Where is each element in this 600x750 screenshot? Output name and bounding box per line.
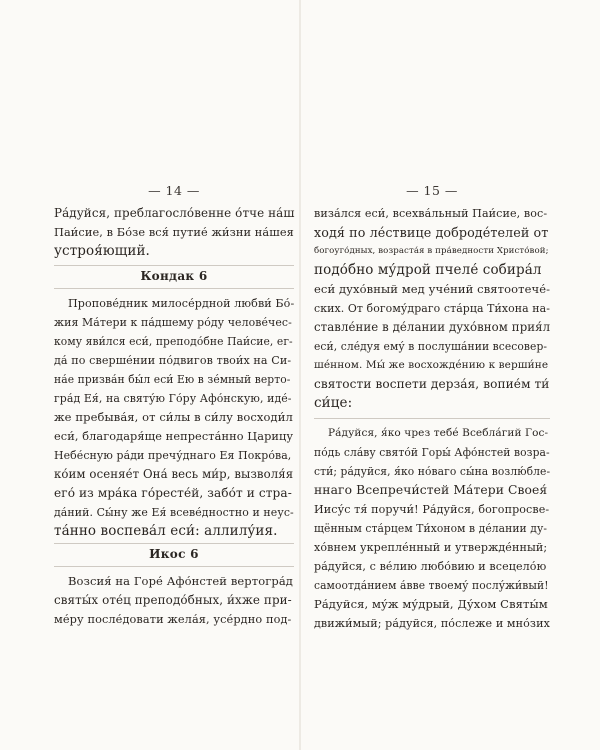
text-line: еси́, сле́дуя ему́ в послуша́нии всесовер- (314, 340, 548, 353)
text-line: по́дь сла́ву свято́й Горы́ Афо́нстей возра- (314, 446, 550, 459)
text-line: Ра́дуйся, преблагосло́венне о́тче на́ш (54, 206, 295, 220)
text-line: самоотда́нием а́вве твоему́ послу́жи́вый! (314, 579, 549, 592)
text-line: да́ний. Сы́ну же Ея́ всеве́дностно и неус- (54, 506, 294, 519)
text-line: сти́; ра́дуйся, я́ко но́ваго сы́на возлю́бле- (314, 465, 551, 478)
section-rule (314, 418, 550, 419)
page-right (314, 0, 550, 750)
text-line: жия Ма́тери к па́дшему ро́ду челове́чес- (54, 316, 292, 329)
section-rule (54, 543, 294, 544)
text-line: Ра́дуйся, му́ж му́дрый, Ду́хом Святы́м (314, 597, 548, 611)
page-left (54, 0, 294, 750)
text-line: его́ из мра́ка го́ресте́й, забо́т и стра- (54, 486, 292, 500)
section-rule (54, 566, 294, 567)
text-line: ходя́ по ле́ствице доброде́телей от (314, 225, 549, 240)
text-line: ше́нном. Мы́ же восхожде́нию к верши́не (314, 359, 549, 371)
book-gutter (299, 0, 301, 750)
text-line: ставле́ние в де́лании духо́вном прия́л (314, 320, 551, 334)
text-line: ских. От богому́драго ста́рца Ти́хона на- (314, 302, 551, 315)
text-line: ннаго Всепречи́стей Ма́тери Своея́ (314, 483, 548, 497)
page-number-left: — 14 — (148, 183, 200, 198)
text-line: же пребыва́я, от си́лы в си́лу восходи́л (54, 410, 293, 424)
text-line: Иису́с тя́ поручи́! Ра́дуйся, богопросве- (314, 503, 550, 516)
text-line: еси́ духо́вный мед уче́ний святоотече́- (314, 282, 551, 296)
text-line: ра́дуйся, с ве́лию любо́вию и всецело́ю (314, 560, 547, 573)
text-line: да́ по сверше́нии по́двигов твои́х на Си- (54, 354, 292, 367)
ikos-heading: Икос 6 (149, 547, 199, 561)
text-line: си́це: (314, 395, 353, 411)
text-line: гра́д Ея́, на святу́ю Го́ру Афо́нскую, иде́- (54, 392, 292, 405)
text-line: кому яви́лся еси́, преподо́бне Паи́сие, ег- (54, 335, 293, 348)
text-line: святы́х оте́ц преподо́бных, и́хже при- (54, 593, 292, 607)
text-line: подо́бно му́дрой пчеле́ собира́л (314, 262, 542, 278)
text-line: ко́им осеняе́т Она́ весь ми́р, вызволя́я (54, 467, 294, 481)
text-line: святости воспети дерза́я, вопие́м ти́ (314, 377, 550, 391)
kontakion-heading: Кондак 6 (140, 269, 208, 283)
text-line: еси́, благодаря́ще непреста́нно Царицу (54, 430, 294, 443)
text-line: Паи́сие, в Бо́зе вся́ путие́ жи́зни на́шея (54, 226, 294, 239)
text-line: хо́внем укрепле́нный и утвержде́нный; (314, 541, 548, 554)
text-line: Ра́дуйся, я́ко чрез тебе́ Всебла́гий Гос- (328, 427, 549, 439)
text-line: устроя́ющий. (54, 243, 150, 259)
text-line: движи́мый; ра́дуйся, по́слеже и мно́зих (314, 617, 550, 630)
page-number-right: — 15 — (406, 183, 458, 198)
text-line: на́е призва́н бы́л еси́ Ею в зе́мный верто- (54, 373, 291, 386)
text-line: богоуго́дных, возраста́я в пра́ведности Христо́вой; (314, 246, 549, 256)
text-line: Небе́сную ра́ди пречу́днаго Ея Покро́ва, (54, 449, 292, 462)
text-line: виза́лся еси́, всехва́льный Паи́сие, вос- (314, 207, 548, 220)
section-rule (54, 265, 294, 266)
text-line: щённым ста́рцем Ти́хоном в де́лании ду- (314, 522, 548, 535)
section-rule (54, 288, 294, 289)
text-line: Пропове́дник милосе́рдной любви́ Бо́- (68, 297, 295, 310)
text-line: та́нно воспева́л еси́: аллилу́ия. (54, 523, 278, 539)
text-line: Возсия́ на Горе́ Афо́нстей вертогра́д (68, 574, 293, 588)
text-line: ме́ру после́довати жела́я, усе́рдно под- (54, 613, 292, 626)
